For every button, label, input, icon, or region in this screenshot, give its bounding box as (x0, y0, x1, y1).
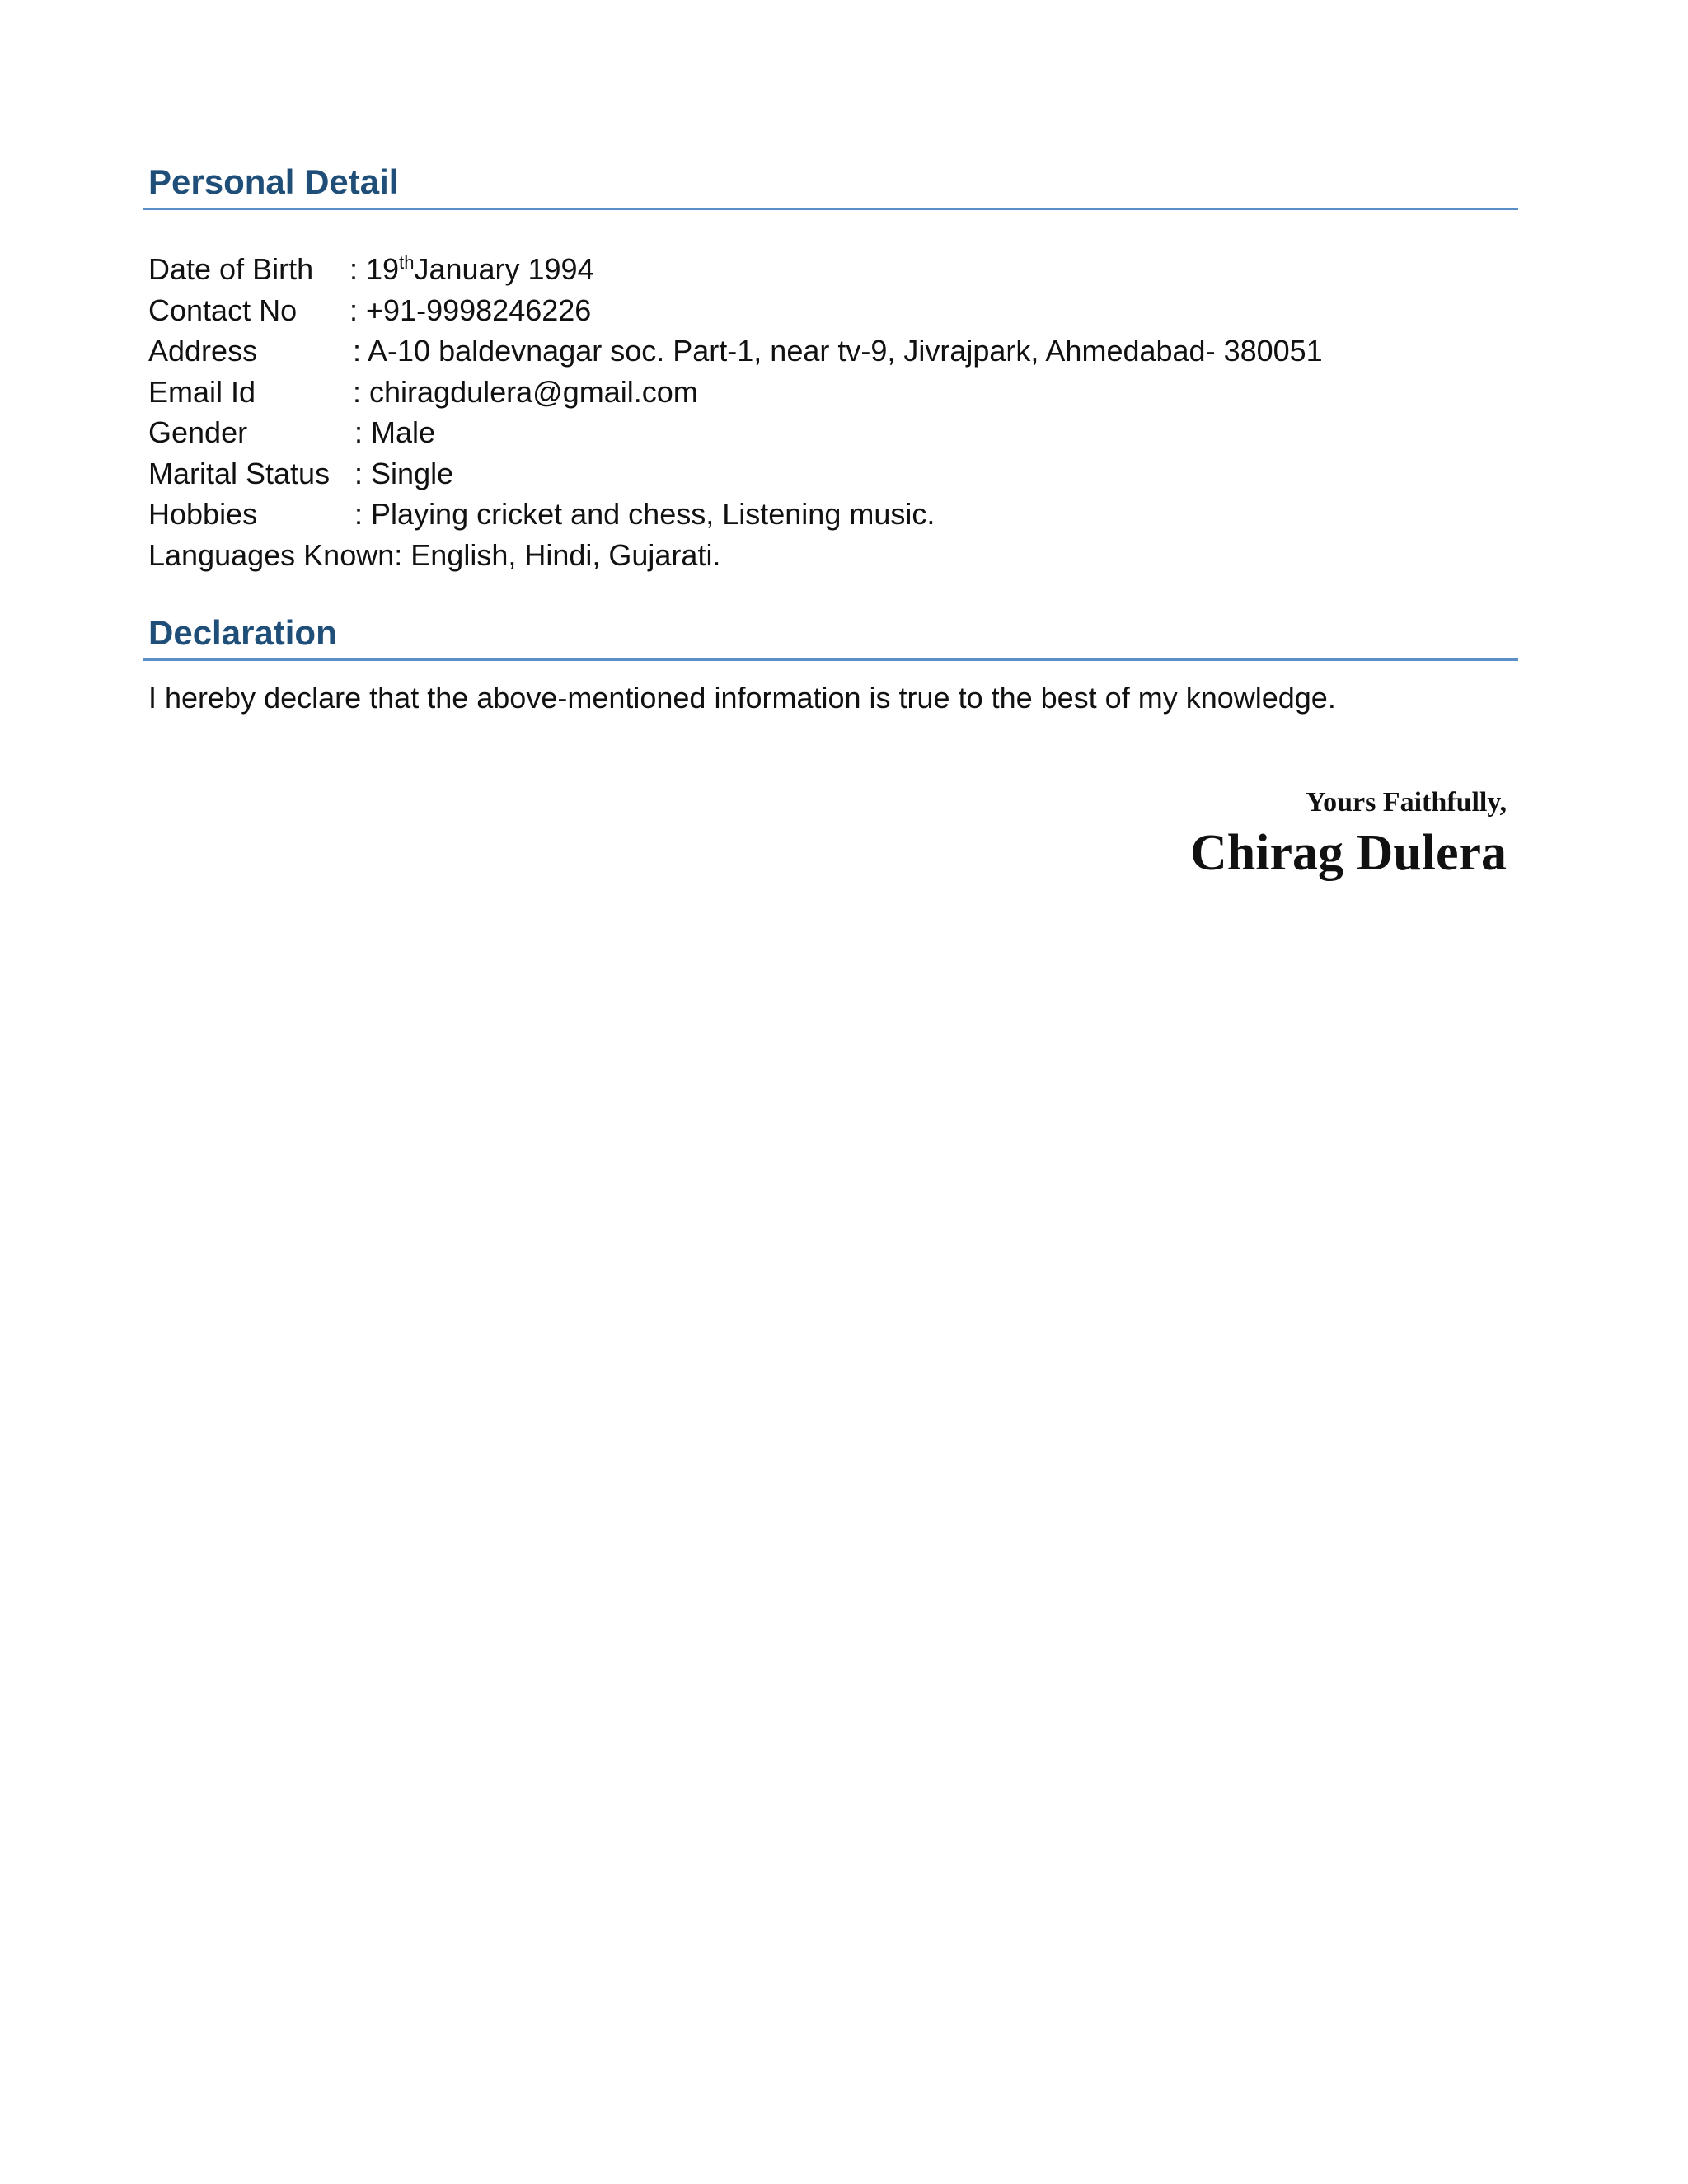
hobbies-text: Playing cricket and chess, Listening music. (371, 497, 935, 531)
email-text: chiragdulera@gmail.com (369, 374, 698, 409)
detail-label: Gender (148, 415, 248, 449)
detail-separator: : (354, 415, 363, 449)
detail-row-date-of-birth (148, 249, 1550, 290)
detail-row-email-id (148, 372, 1550, 413)
detail-label: Hobbies (148, 497, 258, 531)
detail-label: Marital Status (148, 456, 331, 490)
declaration-statement: I hereby declare that the above-mentioned information is true to the best of my knowledge. (148, 681, 1336, 715)
personal-detail-rule (143, 208, 1518, 210)
detail-separator: : (349, 252, 359, 286)
detail-separator: : (353, 334, 362, 368)
gender-text: Male (371, 415, 436, 449)
detail-separator: : (354, 456, 363, 490)
detail-label: Address (148, 334, 258, 368)
languages-label: Languages Known: (148, 537, 403, 572)
dob-day: 19 (366, 252, 400, 286)
detail-row-address (148, 330, 1550, 372)
declaration-heading: Declaration (148, 613, 337, 652)
detail-separator: : (353, 374, 362, 409)
detail-row-contact-no (148, 290, 1550, 331)
personal-detail-list (148, 249, 1550, 575)
languages-value: English, Hindi, Gujarati. (410, 537, 721, 572)
detail-label: Email Id (148, 374, 256, 409)
detail-label: Contact No (148, 293, 298, 327)
closing-block (1190, 783, 1507, 883)
detail-value (353, 330, 1323, 372)
detail-value (354, 412, 435, 453)
marital-status-text: Single (371, 456, 454, 490)
detail-value (349, 249, 594, 290)
detail-row-marital-status (148, 453, 1550, 494)
dob-month-year: January 1994 (414, 252, 594, 286)
address-text: A-10 baldevnagar soc. Part-1, near tv-9, Jivrajpark, Ahmedabad- 380051 (368, 334, 1323, 368)
detail-separator: : (349, 293, 359, 327)
detail-row-gender (148, 412, 1550, 453)
dob-day-suffix: th (399, 252, 415, 273)
detail-row-languages-known (148, 535, 1550, 576)
detail-separator: : (354, 497, 363, 531)
detail-value (354, 494, 935, 535)
closing-salutation: Yours Faithfully, (1306, 787, 1507, 818)
declaration-rule (143, 658, 1518, 661)
detail-value (349, 290, 591, 331)
detail-value (353, 372, 698, 413)
personal-detail-heading: Personal Detail (148, 162, 399, 201)
contact-number: +91-9998246226 (366, 293, 592, 327)
detail-row-hobbies (148, 494, 1550, 535)
signatory-name: Chirag Dulera (1189, 825, 1507, 881)
detail-label: Date of Birth (148, 252, 314, 286)
detail-value (354, 453, 453, 494)
